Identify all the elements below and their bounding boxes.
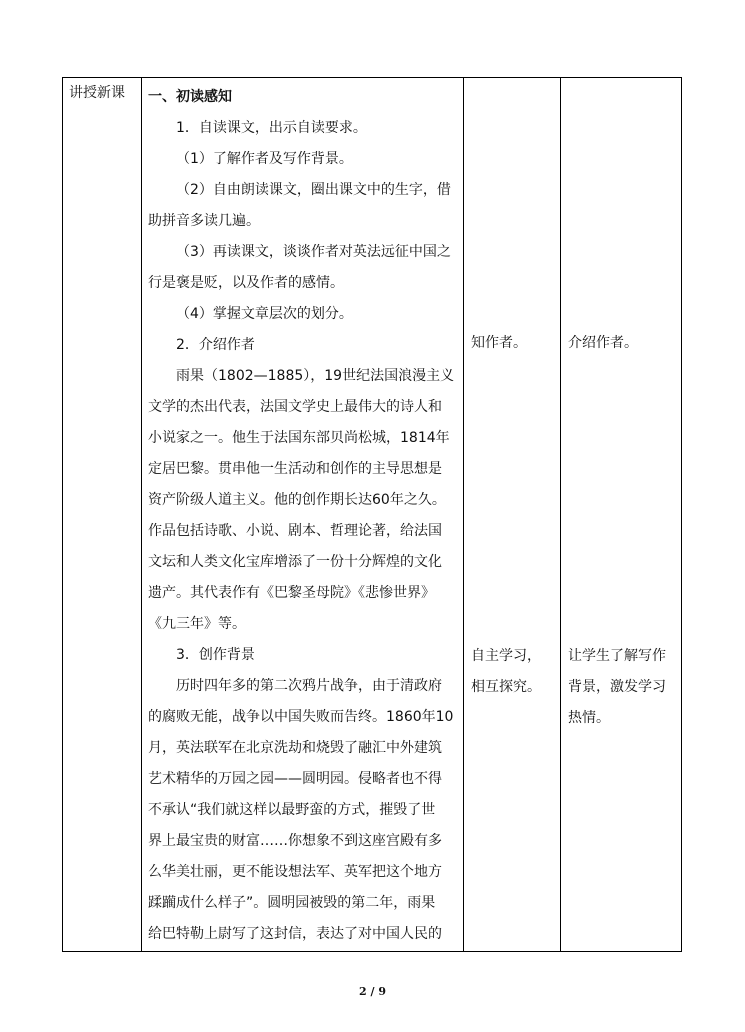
- content-line: （2）自由朗读课文，圈出课文中的生字，借: [176, 182, 451, 198]
- content-line: 的腐败无能，战争以中国失败而告终。1860年10: [148, 709, 454, 725]
- content-line: 不承认“我们就这样以最野蛮的方式，摧毁了世: [148, 802, 436, 818]
- row-label: 讲授新课: [69, 85, 125, 101]
- column-divider-3: [560, 78, 561, 951]
- page-number: 2 / 9: [359, 985, 386, 998]
- design-intent-1: 介绍作者。: [568, 335, 638, 351]
- content-line: 资产阶级人道主义。他的创作期长达60年之久。: [148, 492, 446, 508]
- design-intent-2: [568, 641, 678, 734]
- content-line: 月，英法联军在北京洗劫和烧毁了融汇中外建筑: [148, 740, 442, 756]
- column-divider-2: [463, 78, 464, 951]
- content-line: 蹂躏成什么样子”。圆明园被毁的第二年，雨果: [148, 895, 436, 911]
- content-line: 雨果（1802—1885），19世纪法国浪漫主义: [176, 368, 455, 384]
- content-line: 行是褒是贬，以及作者的感情。: [148, 275, 344, 291]
- content-line: 1．自读课文，出示自读要求。: [176, 120, 367, 136]
- content-line: 文坛和人类文化宝库增添了一份十分辉煌的文化: [148, 554, 442, 570]
- student-activity-2-line: 相互探究。: [471, 679, 541, 695]
- student-activity-2-line: 自主学习，: [471, 648, 541, 664]
- content-line: 遗产。其代表作有《巴黎圣母院》《悲惨世界》: [148, 585, 435, 601]
- content-line: 定居巴黎。贯串他一生活动和创作的主导思想是: [148, 461, 442, 477]
- design-intent-2-line: 背景，激发学习: [568, 679, 666, 695]
- content-line: （3）再读课文，谈谈作者对英法远征中国之: [176, 244, 451, 260]
- lesson-table: [62, 77, 682, 952]
- lesson-content: [148, 82, 458, 950]
- content-line: 文学的杰出代表，法国文学史上最伟大的诗人和: [148, 399, 442, 415]
- content-line: 《九三年》等。: [148, 616, 246, 632]
- design-intent-2-line: 让学生了解写作: [568, 648, 666, 664]
- content-line: 助拼音多读几遍。: [148, 213, 260, 229]
- student-activity-1: 知作者。: [471, 335, 527, 351]
- content-line: 3．创作背景: [176, 647, 255, 663]
- content-line: 作品包括诗歌、小说、剧本、哲理论著，给法国: [148, 523, 442, 539]
- content-line: 艺术精华的万园之园——圆明园。侵略者也不得: [148, 771, 442, 787]
- content-line: 给巴特勒上尉写了这封信，表达了对中国人民的: [148, 926, 442, 942]
- design-intent-2-line: 热情。: [568, 710, 610, 726]
- content-line: 历时四年多的第二次鸦片战争，由于清政府: [176, 678, 442, 694]
- content-line: 界上最宝贵的财富……你想象不到这座宫殿有多: [148, 833, 442, 849]
- student-activity-2: [471, 641, 556, 703]
- content-line: 2．介绍作者: [176, 337, 255, 353]
- content-line: 么华美壮丽，更不能设想法军、英军把这个地方: [148, 864, 442, 880]
- content-line: （1）了解作者及写作背景。: [176, 151, 353, 167]
- content-line: （4）掌握文章层次的划分。: [176, 306, 353, 322]
- section-heading: 一、初读感知: [148, 89, 232, 105]
- content-line: 小说家之一。他生于法国东部贝尚松城，1814年: [148, 430, 450, 446]
- column-divider-1: [141, 78, 142, 951]
